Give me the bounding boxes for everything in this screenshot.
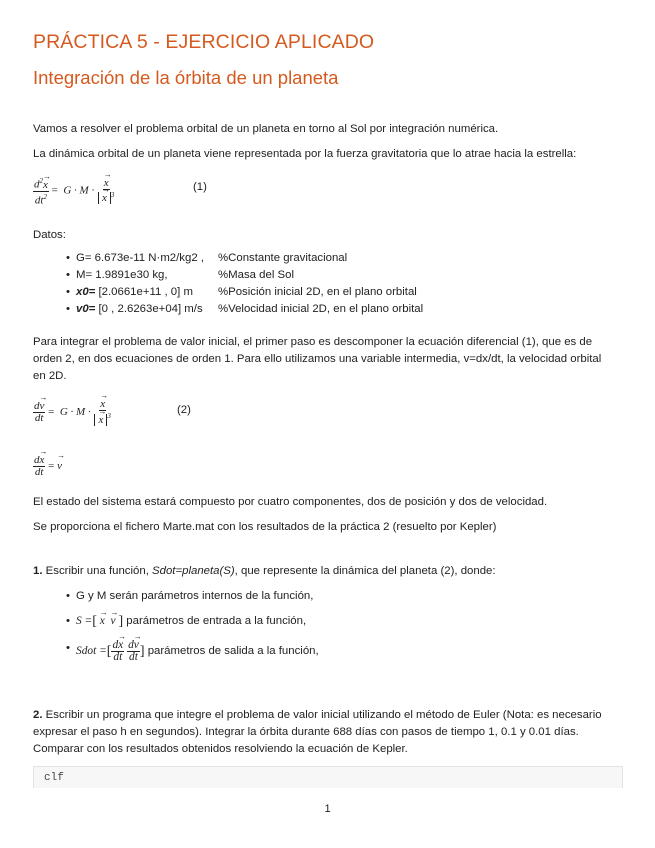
equation-1-number: (1) [193,181,207,193]
list-item: • x0= [2.0661e+11 , 0] m %Posición inicial 2D, en el plano orbital [66,284,626,301]
intro-paragraph-2: La dinámica orbital de un planeta viene representada por la fuerza gravitatoria que lo atrae hacia la estrella: [33,148,577,160]
code-block: clf [33,766,623,788]
page-number: 1 [324,803,331,815]
paragraph-estado: El estado del sistema estará compuesto por cuatro componentes, dos de posición y dos de velocidad. [33,496,548,508]
task-2: 2. Escribir un programa que integre el problema de valor inicial utilizando el método de Euler (Nota: es necesario expresar el paso h en segundos). Integrar la órbita durante 688 días con pasos de tiempo 1, 0.1 y 0.01 días. Comparar con los resultados obtenidos resolviendo la ecuación de Kepler. [33,709,602,755]
page-title: PRÁCTICA 5 - EJERCICIO APLICADO [33,31,375,53]
list-item: • v0= [0 , 2.6263e+04] m/s %Velocidad inicial 2D, en el plano orbital [66,301,626,318]
page-subtitle: Integración de la órbita de un planeta [33,67,339,88]
paragraph-fichero: Se proporciona el fichero Marte.mat con los resultados de la práctica 2 (resuelto por Kepler) [33,521,497,533]
list-item: • G y M serán parámetros internos de la función, [66,588,606,605]
intro-paragraph-1: Vamos a resolver el problema orbital de un planeta en torno al Sol por integración numérica. [33,123,499,135]
list-item: • Sdot =[ $\frac{dx \to}{dt}$ $\frac{dv \to}{dt}$ ] parámetros de salida a la función, [66,640,606,663]
paragraph-orden: Para integrar el problema de valor inicial, el primer paso es descomponer la ecuación diferencial (1), que es de orden 2, en dos ecuaciones de orden 1. Para ello utilizamos una variable intermedia, v=dx/dt, la velocidad orbital en 2D. [33,336,602,382]
task-1: 1. Escribir una función, Sdot=planeta(S), que represente la dinámica del planeta (2), donde: [33,565,496,577]
list-item: • S =[ x → v → ] parámetros de entrada a la función, [66,613,606,630]
list-item: • G= 6.673e-11 N·m2/kg2 , %Constante gravitacional [66,250,626,267]
datos-list [66,250,626,318]
datos-label: Datos: [33,229,66,241]
task-1-bullets [66,588,606,663]
equation-2-number: (2) [177,404,191,416]
list-item: • M= 1.9891e30 kg, %Masa del Sol [66,267,626,284]
equation-velocity: $\frac{dx \to}{dt}$ = v → [33,455,62,478]
equation-2: $\frac{dv \to}{dt}$ = G · M · $\frac{x \to}{x \to ^3}$ [33,399,112,426]
equation-1: $\frac{d^2x \to}{dt^2}$ = G · M · $\frac{x \to}{x \to ^3}$ [33,176,115,206]
